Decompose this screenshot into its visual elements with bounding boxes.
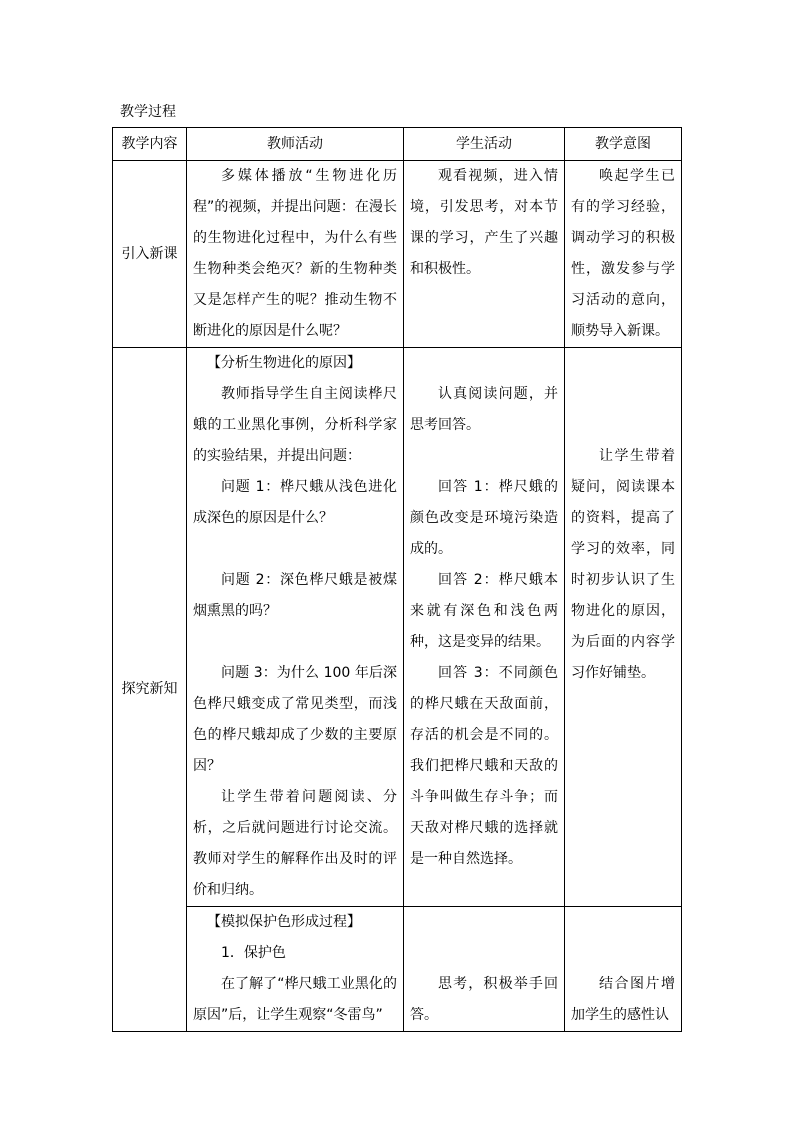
header-teacher: 教师活动 xyxy=(187,128,404,161)
section-title: 教学过程 xyxy=(120,104,176,120)
teacher-heading: 【分析生物进化的原因】 xyxy=(207,355,361,371)
table-header-row xyxy=(113,128,682,161)
intent-text: 唤起学生已有的学习经验，调动学习的积极性，激发参与学习活动的意向，顺势导入新课。 xyxy=(571,168,675,339)
teaching-process-table xyxy=(112,127,682,1032)
teacher-activity-explore xyxy=(187,348,404,907)
category-intro: 引入新课 xyxy=(113,161,187,348)
teacher-text: 多媒体播放“生物进化历程”的视频，并提出问题：在漫长的生物进化过程中，为什么有些生物种类会绝灭？新的生物种类又是怎样产生的呢？推动生物不断进化的原因是什么呢？ xyxy=(193,168,397,339)
student-intro: 认真阅读问题，并思考回答。 xyxy=(410,386,558,433)
teacher-intro: 教师指导学生自主阅读桦尺蛾的工业黑化事例，分析科学家的实验结果，并提出问题： xyxy=(193,386,397,464)
answer-3: 回答 3：不同颜色的桦尺蛾在天敌面前，存活的机会是不同的。我们把桦尺蛾和天敌的斗争叫做生存斗争；而天敌对桦尺蛾的选择就是一种自然选择。 xyxy=(410,665,558,867)
intent-text: 让学生带着疑问，阅读课本的资料，提高了学习的效率，同时初步认识了生物进化的原因，为后面的内容学习作好铺垫。 xyxy=(571,448,675,681)
category-explore: 探究新知 xyxy=(113,348,187,1032)
student-activity-simulate xyxy=(404,907,565,1032)
answer-1: 回答 1：桦尺蛾的颜色改变是环境污染造成的。 xyxy=(410,479,558,557)
teacher-subheading: 1．保护色 xyxy=(221,945,286,961)
teacher-activity-intro xyxy=(187,161,404,348)
row-simulate xyxy=(113,907,682,1032)
teacher-end: 让学生带着问题阅读、分析，之后就问题进行讨论交流。教师对学生的解释作出及时的评价和归纳。 xyxy=(193,789,397,898)
student-activity-explore xyxy=(404,348,565,907)
header-content: 教学内容 xyxy=(113,128,187,161)
row-intro xyxy=(113,161,682,348)
student-activity-intro xyxy=(404,161,565,348)
question-1: 问题 1：桦尺蛾从浅色进化成深色的原因是什么？ xyxy=(193,479,397,526)
teacher-activity-simulate xyxy=(187,907,404,1032)
teacher-heading: 【模拟保护色形成过程】 xyxy=(207,914,361,930)
question-2: 问题 2：深色桦尺蛾是被煤烟熏黑的吗？ xyxy=(193,572,397,619)
intent-intro xyxy=(565,161,682,348)
intent-simulate xyxy=(565,907,682,1032)
intent-explore xyxy=(565,348,682,907)
question-3: 问题 3：为什么 100 年后深色桦尺蛾变成了常见类型，而浅色的桦尺蛾却成了少数的主要原因？ xyxy=(193,665,397,774)
header-student: 学生活动 xyxy=(404,128,565,161)
row-explore xyxy=(113,348,682,907)
student-text: 观看视频，进入情境，引发思考，对本节课的学习，产生了兴趣和积极性。 xyxy=(410,168,558,277)
student-text: 思考，积极举手回答。 xyxy=(410,976,558,1023)
intent-text: 结合图片增加学生的感性认 xyxy=(571,976,675,1023)
answer-2: 回答 2：桦尺蛾本来就有深色和浅色两种，这是变异的结果。 xyxy=(410,572,558,650)
teacher-text: 在了解了“桦尺蛾工业黑化的原因”后，让学生观察“冬雷鸟” xyxy=(193,976,397,1023)
header-intent: 教学意图 xyxy=(565,128,682,161)
